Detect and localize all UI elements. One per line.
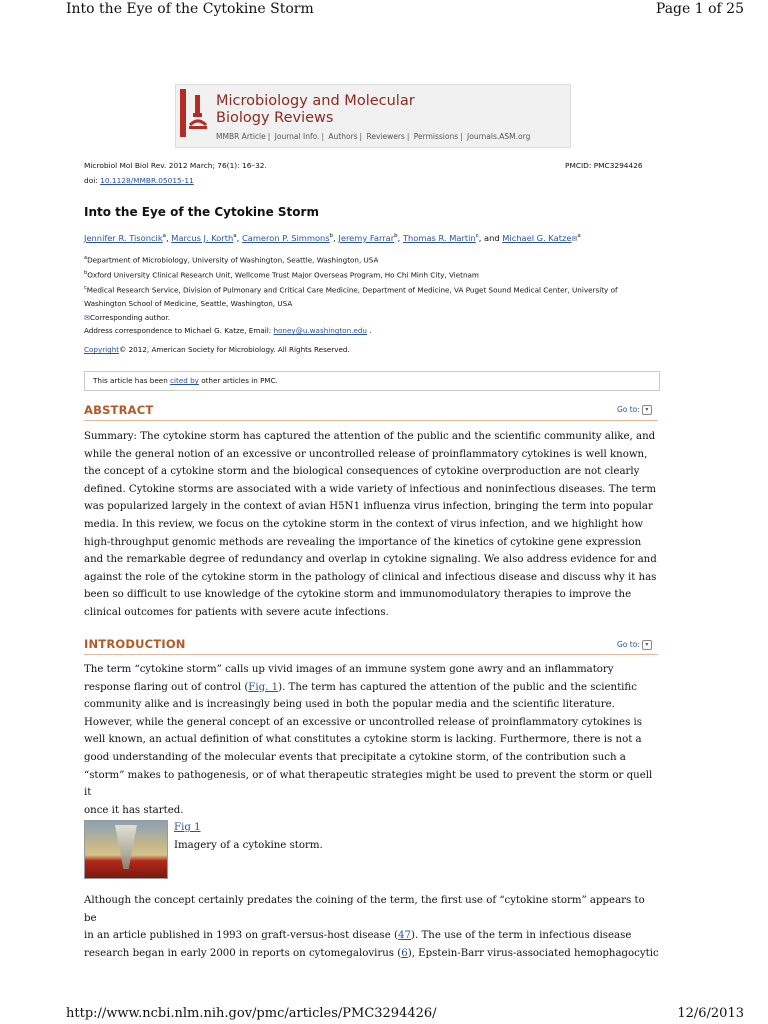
banner-nav: MMBR Article | Journal Info. | Authors | Reviewers | Permissions | Journals.ASM.org <box>216 132 531 141</box>
footer-date: 12/6/2013 <box>677 1006 744 1021</box>
footer-url: http://www.ncbi.nlm.nih.gov/pmc/articles/PMC3294426/ <box>66 1006 437 1021</box>
figure-1-caption: Imagery of a cytokine storm. <box>174 840 323 851</box>
chevron-down-icon[interactable]: ▾ <box>642 640 652 650</box>
author-link[interactable]: Marcus J. Korth <box>171 233 234 243</box>
chevron-down-icon[interactable]: ▾ <box>642 405 652 415</box>
copyright-link[interactable]: Copyright <box>84 345 120 354</box>
introduction-body-2: Although the concept certainly predates the coining of the term, the first use of “cytokine storm” appears to be in an article published in 1993 on graft-versus-host disease (47). The use of the term in infectious disease research began in early 2000 in reports on cytomegalovirus (6), Epstein-Barr virus-associated hemophagocytic <box>84 895 659 959</box>
citation-ref: Microbiol Mol Biol Rev. 2012 March; 76(1): 16–32. <box>84 161 267 170</box>
cited-by-link[interactable]: cited by <box>170 376 199 385</box>
cited-by-box: This article has been cited by other articles in PMC. <box>84 371 660 391</box>
microscope-icon <box>186 91 210 133</box>
author-link[interactable]: Jeremy Farrar <box>338 233 395 243</box>
doi-link[interactable]: 10.1128/MMBR.05015-11 <box>100 176 194 185</box>
figure-1-link[interactable]: Fig 1 <box>174 822 201 833</box>
fig1-ref-link[interactable]: Fig. 1 <box>248 681 279 693</box>
banner-link-permissions[interactable]: Permissions <box>413 132 459 141</box>
banner-link-authors[interactable]: Authors <box>328 132 358 141</box>
banner-link-article[interactable]: MMBR Article <box>216 132 266 141</box>
email-icon[interactable]: ✉ <box>571 235 578 243</box>
author-link[interactable]: Cameron P. Simmons <box>241 233 330 243</box>
ref-47-link[interactable]: 47 <box>398 930 412 942</box>
introduction-heading: INTRODUCTION <box>84 637 186 651</box>
abstract-body: Summary: The cytokine storm has captured the attention of the public and the scientific community alike, and while the general notion of an excessive or uncontrolled release of proinflammatory cytokines is well known, the concept of a cytokine storm and the biological consequences of cytokine overproduction are not clearly defined. Cytokine storms are associated with a wide variety of infectious and noninfectious diseases. The term was popularized largely in the context of avian H5N1 influenza virus infection, bringing the term into popular media. In this review, we focus on the cytokine storm in the context of virus infection, and we highlight how high-throughput genomic methods are revealing the importance of the kinetics of cytokine gene expression and the remarkable degree of redundancy and overlap in cytokine signaling. We also address evidence for and against the role of the cytokine storm in the pathology of clinical and infectious disease and discuss why it has been so difficult to use knowledge of the cytokine storm and immunomodulatory therapies to improve the clinical outcomes for patients with severe acute infections. <box>84 431 657 618</box>
author-link[interactable]: Michael G. Katze <box>502 233 572 243</box>
tornado-image <box>115 825 137 869</box>
author-list: Jennifer R. Tisoncik$^a$, Marcus J. Korth$^a$, Cameron P. Simmons$^b$, Jeremy Farrar$^b$, Thomas R. Martin$^c$, and Michael G. Katze✉$^a$ <box>84 233 581 243</box>
banner-link-reviewers[interactable]: Reviewers <box>366 132 405 141</box>
copyright: Copyright© 2012, American Society for Microbiology. All Rights Reserved. <box>84 345 350 354</box>
journal-banner <box>175 84 571 148</box>
corresponding-icon: ✉ <box>84 312 91 322</box>
running-title: Into the Eye of the Cytokine Storm <box>66 1 314 17</box>
article-title: Into the Eye of the Cytokine Storm <box>84 205 319 219</box>
figure-1-thumbnail[interactable] <box>84 820 168 879</box>
ref-6-link[interactable]: 6 <box>401 947 408 959</box>
affiliations: $^a$Department of Microbiology, University of Washington, Seattle, Washington, USA $^b$Oxford University Clinical Research Unit, Wellcome Trust Major Overseas Program, Ho Chi Minh City, Vietnam $^c$Medical Research Service, Division of Pulmonary and Critical Care Medicine, Department of Medicine, VA Puget Sound Medical Center, University of Washington School of Medicine, Seattle, Washington, USA ✉Corresponding author. Address correspondence to Michael G. Katze, Email: honey@u.washington.edu . <box>84 255 618 336</box>
banner-link-journal-info[interactable]: Journal Info. <box>274 132 320 141</box>
abstract-heading: ABSTRACT <box>84 403 154 417</box>
goto-abstract[interactable]: Go to: ▾ <box>617 405 652 415</box>
email-link[interactable]: honey@u.washington.edu <box>273 326 367 336</box>
section-divider <box>84 654 658 655</box>
section-divider <box>84 420 658 421</box>
page-number: Page 1 of 25 <box>655 1 744 17</box>
introduction-body: The term “cytokine storm” calls up vivid images of an immune system gone awry and an inflammatory response flaring out of control (Fig. 1). The term has captured the attention of the public and the scientific community alike and is increasingly being used in both the popular media and the scientific literature. However, while the general concept of an excessive or uncontrolled release of proinflammatory cytokines is well known, an actual definition of what constitutes a cytokine storm is lacking. Furthermore, there is not a good understanding of the molecular events that precipitate a cytokine storm, of the contribution such a “storm” makes to pathogenesis, or of what therapeutic strategies might be used to prevent the storm or quell it once it has started. <box>84 664 653 816</box>
author-link[interactable]: Thomas R. Martin <box>402 233 476 243</box>
banner-link-journals[interactable]: Journals.ASM.org <box>467 132 531 141</box>
pmcid: PMCID: PMC3294426 <box>565 161 643 170</box>
journal-title[interactable]: Microbiology and Molecular Biology Reviews <box>216 93 415 126</box>
doi-line: doi: 10.1128/MMBR.05015-11 <box>84 176 194 185</box>
goto-introduction[interactable]: Go to: ▾ <box>617 640 652 650</box>
author-link[interactable]: Jennifer R. Tisoncik <box>84 233 163 243</box>
